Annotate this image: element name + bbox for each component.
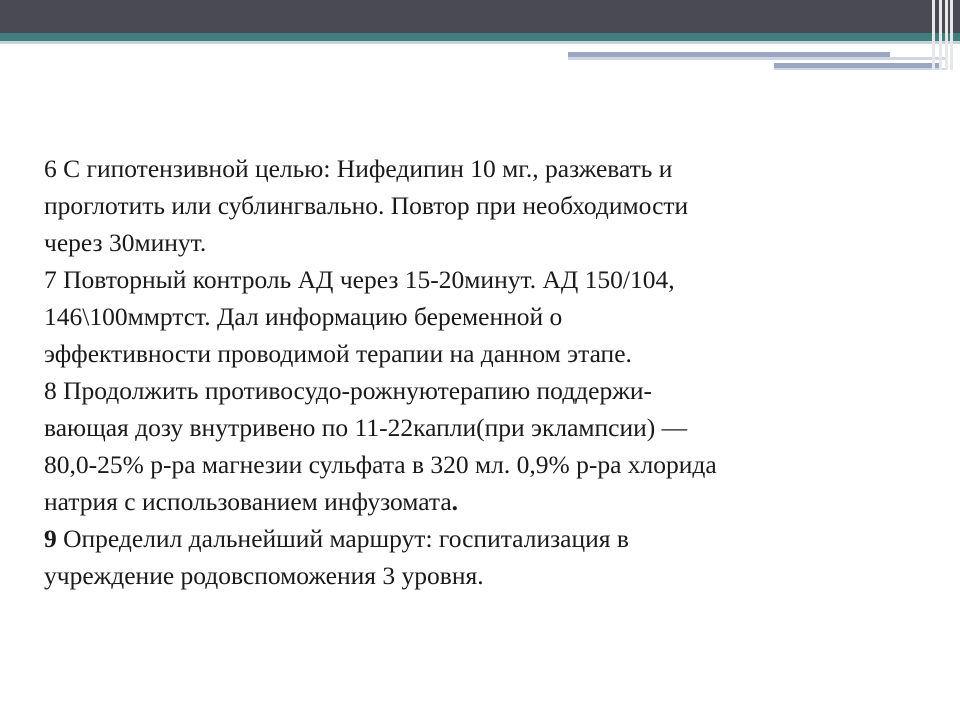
- header-under-band: [0, 41, 960, 44]
- text-line: проглотить или сублингвально. Повтор при необходимости: [44, 191, 689, 220]
- bold-period: .: [451, 487, 459, 516]
- item-number-bold: 9: [44, 524, 57, 553]
- slide-body: [44, 150, 924, 594]
- decorative-line: [568, 57, 948, 60]
- text-line: учреждение родовспоможения 3 уровня.: [44, 561, 484, 590]
- header-teal-band: [0, 33, 960, 41]
- text-line: [44, 520, 924, 557]
- text-line: вающая дозу внутривено по 11-22капли(при эклампсии) —: [44, 413, 688, 442]
- text-line: 146\100ммртст. Дал информацию беременной о: [44, 302, 563, 331]
- text-line: 6 С гипотензивной целью: Нифедипин 10 мг., разжевать и: [44, 154, 673, 183]
- text-fragment: натрия с использованием инфузомата: [44, 487, 452, 516]
- text-line: 7 Повторный контроль АД через 15-20минут. АД 150/104,: [44, 265, 675, 294]
- header-bar: [0, 0, 960, 33]
- text-fragment: Определил дальнейший маршрут: госпитализация в: [56, 524, 629, 553]
- decorative-line: [774, 68, 948, 70]
- decorative-stripes: [930, 0, 960, 70]
- text-line: через 30минут.: [44, 228, 207, 257]
- text-line: 80,0-25% р-ра магнезии сульфата в 320 мл. 0,9% р-ра хлорида: [44, 450, 717, 479]
- text-line: 8 Продолжить противосудо-рожнуютерапию поддержи-: [44, 376, 652, 405]
- text-line: эффективности проводимой терапии на данном этапе.: [44, 339, 632, 368]
- text-line: [44, 483, 924, 520]
